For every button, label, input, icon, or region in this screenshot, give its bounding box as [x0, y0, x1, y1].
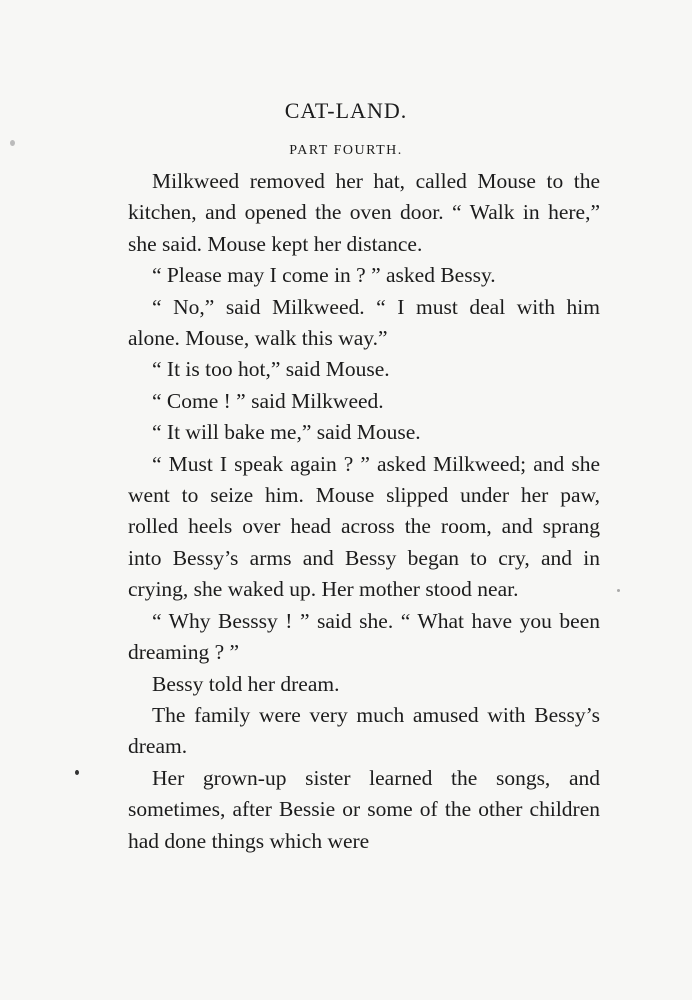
section-subtitle: PART FOURTH. — [289, 143, 403, 158]
print-speck — [10, 140, 15, 146]
body-text — [128, 166, 600, 857]
paragraph: “ Come ! ” said Milkweed. — [152, 388, 384, 413]
page-title: CAT-LAND. — [284, 98, 408, 123]
paragraph: Milkweed removed her hat, called Mouse to the kitchen, and opened the oven door. “ Walk in here,” she said. Mouse kept her distance. — [128, 169, 600, 256]
paragraph: “ It will bake me,” said Mouse. — [152, 420, 421, 445]
print-speck — [75, 770, 79, 775]
print-speck — [617, 589, 620, 592]
paragraph: “ No,” said Milkweed. “ I must deal with him alone. Mouse, walk this way.” — [128, 294, 600, 351]
paragraph: The family were very much amused with Bessy’s dream. — [128, 702, 600, 759]
paragraph: Her grown-up sister learned the songs, and sometimes, after Bessie or some of the other children had done things which were — [128, 765, 600, 853]
paragraph: “ It is too hot,” said Mouse. — [152, 357, 390, 382]
paragraph: Bessy told her dream. — [152, 671, 340, 696]
paragraph: “ Please may I come in ? ” asked Bessy. — [152, 263, 496, 288]
paragraph: “ Must I speak again ? ” asked Milkweed; and she went to seize him. Mouse slipped under her paw, rolled heels over head across the room, and sprang into Bessy’s arms and Bessy began to cry, and in crying, she waked up. Her mother stood near. — [128, 451, 600, 602]
paragraph: “ Why Besssy ! ” said she. “ What have you been dreaming ? ” — [128, 608, 600, 665]
